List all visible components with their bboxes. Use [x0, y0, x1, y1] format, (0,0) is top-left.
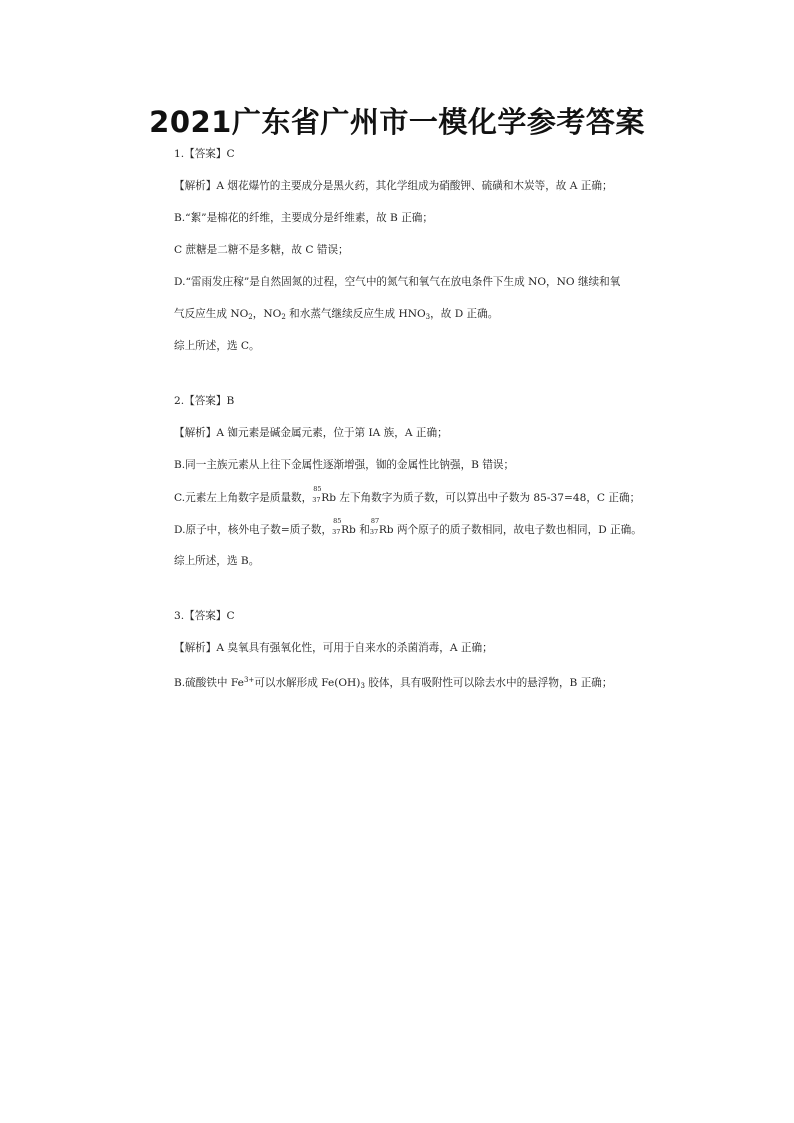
q2-c-mass: 85 — [313, 485, 322, 493]
q1-answer: 1.【答案】C — [174, 148, 235, 160]
q2-d-and: 和 — [355, 524, 370, 536]
q2-summary: 综上所述，选 B。 — [174, 555, 260, 567]
q1-d2-sub2: 2 — [281, 313, 286, 321]
q3-option-b — [174, 673, 613, 693]
q2-d-mass1: 85 — [333, 517, 342, 525]
q2-c-z: 37 — [312, 496, 321, 504]
q2-d-symbol1: Rb — [341, 524, 356, 536]
q2-d-text2: 两个原子的质子数相同，故电子数也相同，D 正确。 — [393, 524, 642, 536]
q2-option-c — [174, 485, 641, 505]
q2-c-text1: C.元素左上角数字是质量数， — [174, 492, 313, 504]
q1-option-d-line2 — [174, 307, 498, 324]
q3-b-charge: 3+ — [243, 676, 255, 684]
q2-option-d — [174, 517, 642, 537]
q1-d2-sub1: 2 — [248, 313, 253, 321]
q3-b-text1: B.硫酸铁中 Fe — [174, 677, 244, 689]
q2-d-symbol2: Rb — [378, 524, 394, 536]
q3-answer: 3.【答案】C — [174, 610, 235, 622]
q2-answer: 2.【答案】B — [174, 395, 235, 407]
q3-b-text2: 可以水解形成 Fe(OH) — [254, 677, 361, 689]
q2-d-nuclide1 — [332, 517, 342, 536]
q2-analysis-a: 【解析】A 铷元素是碱金属元素，位于第 IA 族，A 正确； — [174, 427, 448, 439]
q1-d2-sub3: 3 — [425, 313, 431, 321]
q3-analysis-a: 【解析】A 臭氧具有强氧化性，可用于自来水的杀菌消毒，A 正确； — [174, 642, 493, 654]
q1-d2-text2: ，NO — [252, 308, 282, 320]
q2-c-text2: 左下角数字为质子数，可以算出中子数为 85-37=48，C 正确； — [336, 492, 641, 504]
q3-b-sub: 3 — [360, 682, 365, 690]
q2-d-text1: D.原子中，核外电子数=质子数， — [174, 524, 333, 536]
q2-c-symbol: Rb — [321, 492, 336, 504]
q1-d2-text3: 和水蒸气继续反应生成 HNO — [285, 308, 426, 320]
q2-d-nuclide2 — [369, 517, 380, 536]
q1-d2-text1: 气反应生成 NO — [174, 308, 249, 320]
q1-option-b: B.“絮”是棉花的纤维，主要成分是纤维素，故 B 正确； — [174, 212, 433, 224]
q1-option-d-line1: D.“雷雨发庄稼”是自然固氮的过程，空气中的氮气和氧气在放电条件下生成 NO，NO 继续和氧 — [174, 276, 621, 288]
q2-option-b: B.同一主族元素从上往下金属性逐渐增强，铷的金属性比钠强，B 错误； — [174, 459, 515, 471]
q2-c-nuclide — [312, 485, 322, 504]
q3-b-text3: 胶体，具有吸附性可以除去水中的悬浮物，B 正确； — [364, 677, 613, 689]
page-title: 2021广东省广州市一模化学参考答案 — [149, 105, 645, 139]
q2-d-z2: 37 — [369, 528, 379, 536]
q1-summary: 综上所述，选 C。 — [174, 340, 260, 352]
q1-option-c: C 蔗糖是二糖不是多糖，故 C 错误； — [174, 244, 349, 256]
q2-d-z1: 37 — [332, 528, 341, 536]
q1-d2-text4: ，故 D 正确。 — [430, 308, 499, 320]
q1-analysis-a: 【解析】A 烟花爆竹的主要成分是黑火药，其化学组成为硝酸钾、硫磺和木炭等，故 A 正确； — [174, 180, 613, 192]
q2-d-mass2: 87 — [370, 517, 380, 525]
